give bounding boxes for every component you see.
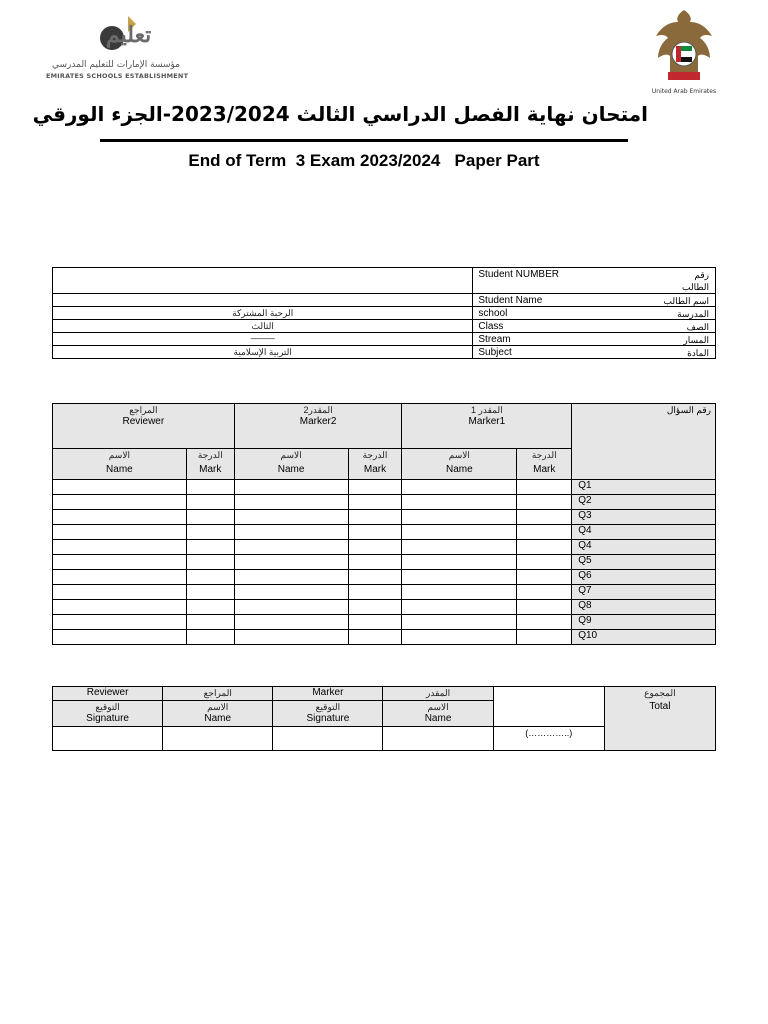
- info-label-en: Stream: [478, 334, 511, 345]
- question-rows: [53, 480, 716, 645]
- student-name-value[interactable]: [53, 294, 473, 307]
- total-header: [604, 687, 715, 751]
- reviewer-mark-cell[interactable]: [186, 585, 234, 600]
- reviewer-header: [53, 404, 235, 449]
- marker1-mark-cell[interactable]: [517, 600, 572, 615]
- marker2-mark-cell[interactable]: [348, 525, 402, 540]
- marker2-header-en: Marker2: [299, 416, 337, 427]
- reviewer-mark-header: [186, 449, 234, 480]
- question-number-cell: Q6: [572, 570, 716, 585]
- name-en: Name: [204, 713, 232, 724]
- marker1-mark-cell[interactable]: [517, 555, 572, 570]
- question-row: [53, 600, 716, 615]
- marker1-name-cell[interactable]: [402, 495, 517, 510]
- total-score-box[interactable]: [493, 687, 604, 727]
- question-row: [53, 585, 716, 600]
- reviewer-signature-header: [53, 701, 163, 727]
- name-ar: الاسم: [427, 702, 449, 712]
- marker1-name-header: [402, 449, 517, 480]
- reviewer-signature-field[interactable]: [53, 727, 163, 751]
- ese-org-arabic: مؤسسة الإمارات للتعليم المدرسي: [52, 60, 180, 70]
- name-ar: الاسم: [207, 702, 229, 712]
- question-number-cell: Q3: [572, 510, 716, 525]
- reviewer-mark-cell[interactable]: [186, 540, 234, 555]
- marker2-name-cell[interactable]: [234, 570, 348, 585]
- question-number-cell: Q5: [572, 555, 716, 570]
- question-number-header: رقم السؤال: [572, 404, 716, 480]
- marker1-mark-cell[interactable]: [517, 495, 572, 510]
- summary-header-row: [53, 687, 716, 701]
- marker1-name-cell[interactable]: [402, 570, 517, 585]
- total-header-ar: المجموع: [644, 688, 676, 698]
- reviewer-mark-cell[interactable]: [186, 495, 234, 510]
- marker1-mark-cell[interactable]: [517, 540, 572, 555]
- stream-value[interactable]: ———: [53, 333, 473, 346]
- name-ar: الاسم: [280, 450, 302, 460]
- question-row: [53, 555, 716, 570]
- info-row-subject: [53, 346, 716, 359]
- marker2-name-cell[interactable]: [234, 630, 348, 645]
- info-label-ar: اسم الطالب: [663, 296, 709, 306]
- mark-ar: الدرجة: [531, 450, 557, 460]
- reviewer-name-cell[interactable]: [53, 585, 187, 600]
- marker2-name-cell[interactable]: [234, 510, 348, 525]
- uae-emblem: [651, 8, 717, 95]
- marker2-name-cell[interactable]: [234, 555, 348, 570]
- stream-label: [473, 333, 716, 346]
- info-label-en: Student NUMBER: [478, 269, 559, 280]
- marker1-mark-cell[interactable]: [517, 510, 572, 525]
- info-label-en: school: [478, 308, 508, 319]
- ese-org-english: EMIRATES SCHOOLS ESTABLISHMENT: [46, 72, 189, 80]
- student-number-label: [473, 268, 716, 294]
- marker2-mark-cell[interactable]: [348, 555, 402, 570]
- name-en: Name: [446, 464, 473, 475]
- reviewer-name-cell[interactable]: [53, 630, 187, 645]
- reviewer-name-cell[interactable]: [53, 540, 187, 555]
- marker1-header: [402, 404, 572, 449]
- marker1-header-ar: المقدر 1: [471, 405, 503, 415]
- total-out-of: (…………..): [493, 727, 604, 751]
- question-row: [53, 525, 716, 540]
- reviewer-name-cell[interactable]: [53, 615, 187, 630]
- marker1-mark-cell[interactable]: [517, 630, 572, 645]
- marker1-name-cell[interactable]: [402, 480, 517, 495]
- marker2-mark-cell[interactable]: [348, 585, 402, 600]
- marker2-name-header: [234, 449, 348, 480]
- mark-ar: الدرجة: [362, 450, 388, 460]
- info-label-en: Subject: [478, 347, 512, 358]
- marker1-mark-cell[interactable]: [517, 525, 572, 540]
- uae-falcon-icon: [652, 8, 716, 88]
- marker2-mark-cell[interactable]: [348, 570, 402, 585]
- reviewer-name-header: [53, 449, 187, 480]
- reviewer-name-cell[interactable]: [53, 570, 187, 585]
- reviewer-mark-cell[interactable]: [186, 510, 234, 525]
- reviewer-header-en: Reviewer: [122, 416, 165, 427]
- marker2-name-cell[interactable]: [234, 615, 348, 630]
- info-label-ar: المدرسة: [677, 309, 709, 319]
- marker-name-field[interactable]: [383, 727, 493, 751]
- question-row: [53, 615, 716, 630]
- marker2-name-cell[interactable]: [234, 540, 348, 555]
- name-en: Name: [106, 464, 133, 475]
- marker2-mark-cell[interactable]: [348, 540, 402, 555]
- reviewer-mark-cell[interactable]: [186, 570, 234, 585]
- info-row-class: [53, 320, 716, 333]
- reviewer-name-cell[interactable]: [53, 495, 187, 510]
- class-value[interactable]: الثالث: [53, 320, 473, 333]
- summary-marker-header-ar: المقدر: [383, 687, 493, 701]
- subject-value[interactable]: التربية الإسلامية: [53, 346, 473, 359]
- reviewer-mark-cell[interactable]: [186, 600, 234, 615]
- student-info-table: [52, 267, 716, 359]
- marker2-name-cell[interactable]: [234, 495, 348, 510]
- reviewer-name-header: [163, 701, 273, 727]
- question-row: [53, 570, 716, 585]
- name-ar: الاسم: [448, 450, 470, 460]
- reviewer-mark-cell[interactable]: [186, 630, 234, 645]
- reviewer-name-cell[interactable]: [53, 480, 187, 495]
- marker1-mark-cell[interactable]: [517, 585, 572, 600]
- marks-table: [52, 403, 716, 645]
- marker2-header-ar: المقدر2: [303, 405, 333, 415]
- reviewer-mark-cell[interactable]: [186, 615, 234, 630]
- marker2-name-cell[interactable]: [234, 600, 348, 615]
- marker-name-header: [383, 701, 493, 727]
- summary-marker-header: Marker: [273, 687, 383, 701]
- student-number-value[interactable]: [53, 268, 473, 294]
- marker2-mark-cell[interactable]: [348, 510, 402, 525]
- marker-signature-field[interactable]: [273, 727, 383, 751]
- question-row: [53, 540, 716, 555]
- title-divider: [100, 139, 628, 142]
- uae-name-english: United Arab Emirates: [651, 88, 717, 95]
- mark-en: Mark: [199, 464, 222, 475]
- marker2-mark-cell[interactable]: [348, 600, 402, 615]
- reviewer-name-cell[interactable]: [53, 525, 187, 540]
- marks-header-row: [53, 404, 716, 449]
- marker2-mark-cell[interactable]: [348, 495, 402, 510]
- marker2-name-cell[interactable]: [234, 525, 348, 540]
- mark-en: Mark: [533, 464, 556, 475]
- info-row-student-name: [53, 294, 716, 307]
- mark-en: Mark: [363, 464, 387, 475]
- info-label-ar: رقم الطالب: [682, 270, 709, 292]
- marker1-name-cell[interactable]: [402, 555, 517, 570]
- question-number-cell: Q1: [572, 480, 716, 495]
- student-name-label: [473, 294, 716, 307]
- question-number-cell: Q4: [572, 525, 716, 540]
- summary-reviewer-header-ar: المراجع: [163, 687, 273, 701]
- marker1-name-cell[interactable]: [402, 615, 517, 630]
- marker2-name-cell[interactable]: [234, 480, 348, 495]
- info-label-ar: الصف: [686, 322, 709, 332]
- marker1-name-cell[interactable]: [402, 630, 517, 645]
- name-ar: الاسم: [108, 450, 130, 460]
- summary-reviewer-header: Reviewer: [53, 687, 163, 701]
- reviewer-mark-cell[interactable]: [186, 525, 234, 540]
- total-header-en: Total: [649, 701, 671, 712]
- signature-ar: التوقيع: [95, 702, 120, 712]
- info-label-ar: المادة: [687, 348, 709, 358]
- marker2-mark-cell[interactable]: [348, 630, 402, 645]
- school-label: [473, 307, 716, 320]
- marker2-header: [234, 404, 402, 449]
- marker2-mark-header: [348, 449, 402, 480]
- reviewer-name-cell[interactable]: [53, 510, 187, 525]
- info-row-stream: [53, 333, 716, 346]
- question-row: [53, 480, 716, 495]
- mark-ar: الدرجة: [197, 450, 223, 460]
- marker2-mark-cell[interactable]: [348, 480, 402, 495]
- marker1-header-en: Marker1: [468, 416, 506, 427]
- question-row: [53, 630, 716, 645]
- question-number-cell: Q8: [572, 600, 716, 615]
- signature-en: Signature: [306, 713, 350, 724]
- school-value[interactable]: الرحبة المشتركة: [53, 307, 473, 320]
- name-en: Name: [424, 713, 452, 724]
- info-label-en: Class: [478, 321, 504, 332]
- class-label: [473, 320, 716, 333]
- question-number-cell: Q2: [572, 495, 716, 510]
- info-label-ar: المسار: [683, 335, 709, 345]
- info-row-school: [53, 307, 716, 320]
- marker1-name-cell[interactable]: [402, 525, 517, 540]
- question-number-cell: Q10: [572, 630, 716, 645]
- reviewer-mark-cell[interactable]: [186, 480, 234, 495]
- marker1-name-cell[interactable]: [402, 540, 517, 555]
- marker-signature-header: [273, 701, 383, 727]
- reviewer-name-cell[interactable]: [53, 600, 187, 615]
- question-number-cell: Q4: [572, 540, 716, 555]
- marker1-mark-cell[interactable]: [517, 570, 572, 585]
- ese-logo: [46, 12, 189, 80]
- marker1-mark-cell[interactable]: [517, 615, 572, 630]
- marker2-mark-cell[interactable]: [348, 615, 402, 630]
- question-number-cell: Q9: [572, 615, 716, 630]
- reviewer-name-cell[interactable]: [53, 555, 187, 570]
- marker1-name-cell[interactable]: [402, 510, 517, 525]
- info-row-student-number: [53, 268, 716, 294]
- subject-label: [473, 346, 716, 359]
- marker1-name-cell[interactable]: [402, 600, 517, 615]
- marker1-mark-cell[interactable]: [517, 480, 572, 495]
- signature-ar: التوقيع: [315, 702, 341, 712]
- marker1-mark-header: [517, 449, 572, 480]
- name-en: Name: [277, 464, 305, 475]
- reviewer-mark-cell[interactable]: [186, 555, 234, 570]
- reviewer-name-field[interactable]: [163, 727, 273, 751]
- question-row: [53, 510, 716, 525]
- question-number-cell: Q7: [572, 585, 716, 600]
- question-row: [53, 495, 716, 510]
- info-label-en: Student Name: [478, 295, 543, 306]
- signature-en: Signature: [86, 713, 129, 724]
- title-arabic: امتحان نهاية الفصل الدراسي الثالث 2023/2024-الجزء الورقي: [32, 102, 648, 126]
- title-english: End of Term 3 Exam 2023/2024 Paper Part: [188, 151, 540, 170]
- ese-brand-text: تعليم: [106, 22, 152, 48]
- marker2-name-cell[interactable]: [234, 585, 348, 600]
- marker1-name-cell[interactable]: [402, 585, 517, 600]
- reviewer-header-ar: المراجع: [129, 405, 158, 415]
- signature-summary-table: [52, 686, 716, 751]
